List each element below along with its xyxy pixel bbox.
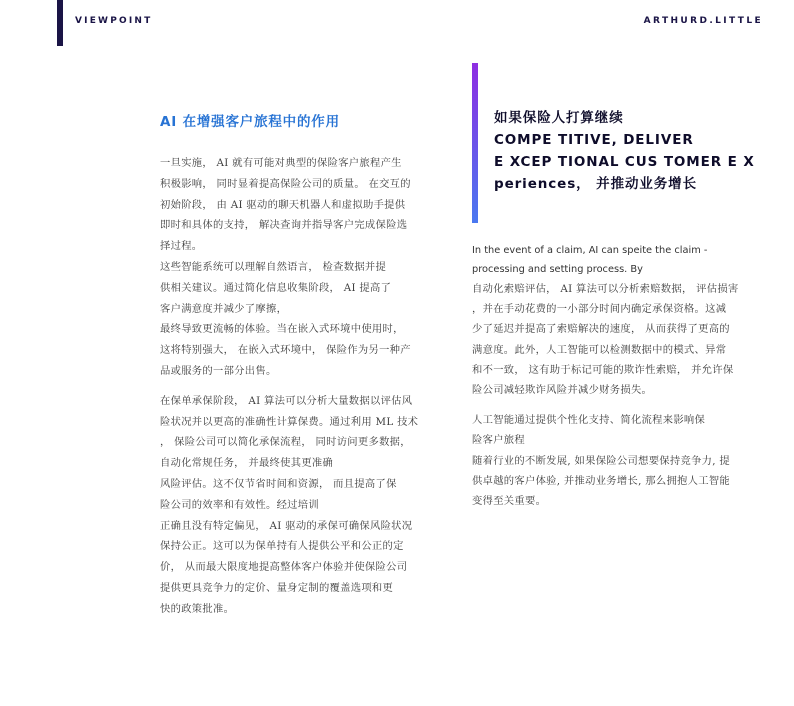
body-paragraph: 在保单承保阶段， AI 算法可以分析大量数据以评估风 险状况并以更高的准确性计算保费。通过利用 ML 技术 ， 保险公司可以简化承保流程， 同时访问更多数据， 自动化常规任务， 并最终使其更准确 风险评估。这不仅节省时间和资源， 而且提高了保 险公司的效率和有效性。经过培训 正确且没有特定偏见， AI 驱动的承保可确保风险状况 保持公正。这可以为保单持有人提供公平和公正的定 价， 从而最大限度地提高整体客户体验并使保险公司 提供更具竞争力的定价、量身定制的覆盖选项和更 快的政策批准。 — [160, 394, 419, 615]
section-label: VIEWPOINT — [75, 16, 153, 26]
body-paragraph: 人工智能通过提供个性化支持、简化流程来影响保 险客户旅程 随着行业的不断发展, 如果保险公司想要保持竞争力, 提 供卓越的客户体验, 并推动业务增长, 那么拥抱人工智能 变得至关重要。 — [472, 414, 731, 508]
body-paragraph: 一旦实施， AI 就有可能对典型的保险客户旅程产生 积极影响， 同时显着提高保险公司的质量。 在交互的 初始阶段， 由 AI 驱动的聊天机器人和虚拟助手提供 即时和具体的支持， 解决查询并指导客户完成保险选 择过程。 这些智能系统可以理解自然语言， 检查数据并提 供相关建议。通过简化信息收集阶段， AI 提高了 客户满意度并减少了摩擦， 最终导致更流畅的体验。当在嵌入式环境中使用时， 这将特别强大， 在嵌入式环境中， 保险作为另一种产 品或服务的一部分出售。 — [160, 157, 411, 377]
brand-label: ARTHURD.LITTLE — [643, 16, 763, 26]
body-paragraph: 自动化索赔评估， AI 算法可以分析索赔数据， 评估损害 ，并在手动花费的一小部分时间内确定承保资格。这减 少了延迟并提高了索赔解决的速度， 从而获得了更高的 满意度。此外，人工智能可以检测数据中的模式、异常 和不一致， 这有助于标记可能的欺诈性索赔， 并允许保 险公司减轻欺诈风险并减少财务损失。 — [472, 283, 739, 397]
pull-quote-text: 如果保险人打算继续 COMPE TITIVE, DELIVER E XCEP TIONAL CUS TOMER E X periences， 并推动业务增长 — [494, 110, 755, 192]
section-title: AI 在增强客户旅程中的作用 — [160, 114, 340, 130]
callout-accent-bar — [472, 63, 478, 223]
english-intro-text: In the event of a claim, AI can speite the claim - processing and setting process. By — [472, 245, 708, 275]
page-edge-bar — [57, 0, 63, 46]
right-column — [472, 241, 757, 511]
pull-quote-callout — [472, 63, 772, 223]
left-column — [160, 110, 445, 620]
